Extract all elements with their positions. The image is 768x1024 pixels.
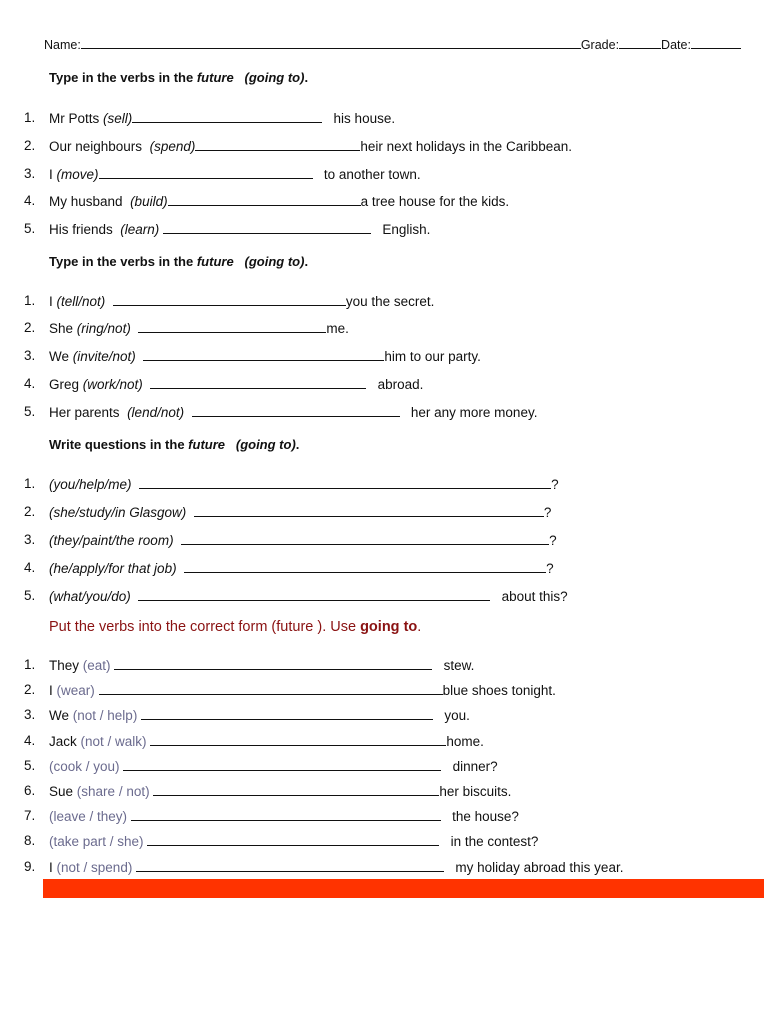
- answer-blank[interactable]: [138, 588, 490, 601]
- item-number: 1.: [24, 476, 36, 491]
- list-item: [49, 193, 509, 209]
- answer-blank[interactable]: [168, 193, 361, 206]
- item-subject: I: [49, 683, 53, 698]
- list-item: [49, 348, 481, 364]
- item-subject: Greg: [49, 377, 80, 392]
- item-ending: ?: [546, 561, 554, 576]
- section1-heading: [49, 70, 308, 85]
- answer-blank[interactable]: [150, 376, 366, 389]
- item-number: 4.: [24, 733, 36, 748]
- item-subject: His friends: [49, 222, 113, 237]
- verb-hint: (he/apply/for that job): [49, 561, 177, 576]
- list-item: [49, 293, 434, 309]
- list-item: [49, 859, 623, 875]
- item-ending: stew.: [443, 658, 475, 673]
- item-subject: I: [49, 294, 53, 309]
- footer-bar: [43, 879, 764, 898]
- item-number: 2.: [24, 138, 36, 153]
- section2-heading-future: future: [196, 254, 234, 269]
- item-number: 4.: [24, 193, 36, 208]
- item-number: 1.: [24, 293, 36, 308]
- verb-hint: (not / help): [72, 708, 138, 723]
- item-number: 3.: [24, 348, 36, 363]
- answer-blank[interactable]: [194, 504, 544, 517]
- section1-heading-text: Type in the verbs in the: [49, 70, 197, 85]
- verb-hint: (learn): [120, 222, 160, 237]
- answer-blank[interactable]: [99, 166, 313, 179]
- item-number: 7.: [24, 808, 36, 823]
- list-item: [49, 588, 568, 604]
- verb-hint: (lend/not): [127, 405, 185, 420]
- item-ending: him to our party.: [384, 349, 481, 364]
- item-subject: Jack: [49, 734, 77, 749]
- answer-blank[interactable]: [147, 833, 439, 846]
- item-number: 1.: [24, 657, 36, 672]
- item-number: 5.: [24, 758, 36, 773]
- item-number: 5.: [24, 221, 36, 236]
- answer-blank[interactable]: [181, 532, 549, 545]
- item-ending: ?: [543, 505, 552, 520]
- item-number: 4.: [24, 560, 36, 575]
- verb-hint: (build): [130, 194, 168, 209]
- list-item: [49, 221, 430, 237]
- item-number: 2.: [24, 682, 36, 697]
- item-ending: ?: [549, 533, 557, 548]
- answer-blank[interactable]: [123, 758, 441, 771]
- section2-heading-end: .: [304, 254, 309, 269]
- list-item: [49, 138, 572, 154]
- item-ending: blue shoes tonight.: [442, 683, 556, 698]
- item-ending: dinner?: [452, 759, 498, 774]
- list-item: [49, 758, 498, 774]
- section4-heading-text: Put the verbs into the correct form (future ). Use: [49, 619, 361, 635]
- answer-blank[interactable]: [163, 221, 371, 234]
- item-ending: his house.: [333, 111, 396, 126]
- item-subject: She: [49, 321, 74, 336]
- item-ending: about this?: [501, 589, 568, 604]
- answer-blank[interactable]: [184, 560, 546, 573]
- grade-label: Grade:: [580, 38, 620, 52]
- section2-heading: [49, 254, 308, 269]
- answer-blank[interactable]: [113, 293, 346, 306]
- answer-blank[interactable]: [138, 320, 326, 333]
- verb-hint: (tell/not): [56, 294, 106, 309]
- item-subject: I: [49, 167, 53, 182]
- section3-heading: [49, 437, 299, 452]
- item-number: 8.: [24, 833, 36, 848]
- answer-blank[interactable]: [131, 808, 441, 821]
- item-ending: ?: [551, 477, 559, 492]
- item-ending: you the secret.: [345, 294, 435, 309]
- answer-blank[interactable]: [139, 476, 551, 489]
- item-number: 1.: [24, 110, 36, 125]
- list-item: [49, 733, 484, 749]
- section1-heading-going: (going to): [244, 70, 305, 85]
- item-number: 5.: [24, 404, 36, 419]
- answer-blank[interactable]: [153, 783, 439, 796]
- section2-heading-text: Type in the verbs in the: [49, 254, 197, 269]
- list-item: [49, 504, 551, 520]
- section3-heading-end: .: [295, 437, 300, 452]
- item-ending: in the contest?: [450, 834, 539, 849]
- name-field[interactable]: [81, 36, 581, 49]
- verb-hint: (not / walk): [80, 734, 147, 749]
- item-ending: you.: [444, 708, 470, 723]
- item-number: 9.: [24, 859, 36, 874]
- list-item: [49, 707, 470, 723]
- item-subject: We: [49, 349, 70, 364]
- answer-blank[interactable]: [143, 348, 384, 361]
- verb-hint: (share / not): [76, 784, 150, 799]
- item-ending: home.: [446, 734, 484, 749]
- item-number: 4.: [24, 376, 36, 391]
- verb-hint: (she/study/in Glasgow): [49, 505, 187, 520]
- item-ending: to another town.: [323, 167, 421, 182]
- verb-hint: (leave / they): [49, 809, 128, 824]
- grade-field[interactable]: [619, 36, 661, 49]
- item-ending: a tree house for the kids.: [360, 194, 510, 209]
- worksheet-header: [44, 36, 754, 52]
- answer-blank[interactable]: [195, 138, 360, 151]
- verb-hint: (what/you/do): [49, 589, 131, 604]
- section4-heading-bold: going to: [360, 619, 418, 635]
- list-item: [49, 808, 519, 824]
- list-item: [49, 320, 349, 336]
- verb-hint: (cook / you): [49, 759, 120, 774]
- section2-heading-going: (going to): [244, 254, 305, 269]
- list-item: [49, 682, 556, 698]
- answer-blank[interactable]: [136, 859, 444, 872]
- date-field[interactable]: [691, 36, 741, 49]
- answer-blank[interactable]: [132, 110, 322, 123]
- item-ending: my holiday abroad this year.: [455, 860, 624, 875]
- section1-heading-end: .: [304, 70, 309, 85]
- name-label: Name:: [44, 38, 81, 52]
- verb-hint: (work/not): [82, 377, 143, 392]
- item-ending: her biscuits.: [439, 784, 512, 799]
- list-item: [49, 532, 557, 548]
- list-item: [49, 166, 421, 182]
- item-subject: I: [49, 860, 53, 875]
- item-number: 2.: [24, 504, 36, 519]
- item-subject: My husband: [49, 194, 123, 209]
- verb-hint: (they/paint/the room): [49, 533, 174, 548]
- answer-blank[interactable]: [99, 682, 443, 695]
- list-item: [49, 560, 554, 576]
- section4-heading: [49, 619, 421, 635]
- item-number: 5.: [24, 588, 36, 603]
- item-subject: Mr Potts: [49, 111, 100, 126]
- item-ending: her any more money.: [410, 405, 538, 420]
- verb-hint: (move): [56, 167, 99, 182]
- item-ending: me.: [326, 321, 349, 336]
- section3-heading-text: Write questions in the: [49, 437, 189, 452]
- date-label: Date:: [661, 38, 691, 52]
- item-number: 6.: [24, 783, 36, 798]
- verb-hint: (eat): [82, 658, 111, 673]
- item-number: 3.: [24, 166, 36, 181]
- section3-heading-future: future: [188, 437, 226, 452]
- item-subject: They: [49, 658, 80, 673]
- verb-hint: (wear): [56, 683, 95, 698]
- list-item: [49, 783, 511, 799]
- answer-blank[interactable]: [192, 404, 400, 417]
- item-subject: We: [49, 708, 70, 723]
- answer-blank[interactable]: [141, 707, 433, 720]
- list-item: [49, 376, 423, 392]
- verb-hint: (take part / she): [49, 834, 144, 849]
- item-ending: abroad.: [377, 377, 424, 392]
- item-ending: heir next holidays in the Caribbean.: [360, 139, 572, 154]
- section4-heading-end: .: [417, 619, 422, 635]
- verb-hint: (spend): [149, 139, 196, 154]
- verb-hint: (not / spend): [56, 860, 133, 875]
- item-ending: the house?: [452, 809, 519, 824]
- list-item: [49, 833, 538, 849]
- item-number: 2.: [24, 320, 36, 335]
- verb-hint: (sell): [103, 111, 133, 126]
- item-subject: Sue: [49, 784, 74, 799]
- answer-blank[interactable]: [150, 733, 446, 746]
- item-subject: Her parents: [49, 405, 120, 420]
- answer-blank[interactable]: [114, 657, 432, 670]
- verb-hint: (you/help/me): [49, 477, 132, 492]
- item-number: 3.: [24, 532, 36, 547]
- section3-heading-going: (going to): [235, 437, 296, 452]
- section1-heading-future: future: [196, 70, 234, 85]
- list-item: [49, 404, 537, 420]
- verb-hint: (ring/not): [76, 321, 131, 336]
- list-item: [49, 476, 559, 492]
- item-subject: Our neighbours: [49, 139, 143, 154]
- item-number: 3.: [24, 707, 36, 722]
- item-ending: English.: [382, 222, 431, 237]
- list-item: [49, 110, 395, 126]
- list-item: [49, 657, 474, 673]
- verb-hint: (invite/not): [72, 349, 136, 364]
